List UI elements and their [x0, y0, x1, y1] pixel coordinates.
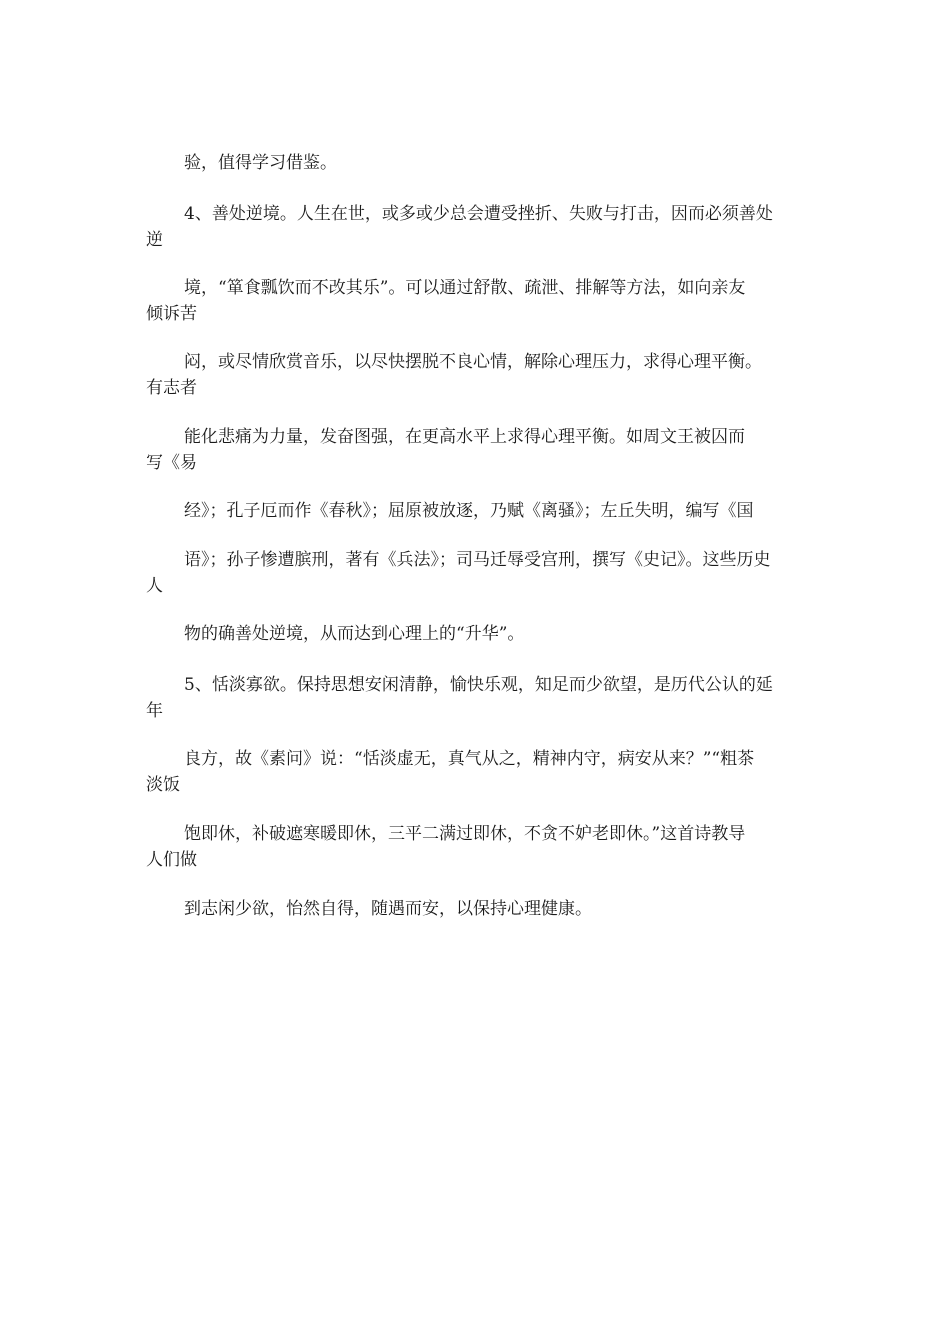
text-line-3 — [146, 275, 816, 327]
line-text: 验，值得学习借鉴。 — [184, 153, 337, 173]
line-wrap-text: 倾诉苦 — [146, 304, 197, 324]
line-wrap-text: 年 — [146, 701, 163, 721]
text-line-10 — [146, 746, 816, 798]
line-text: 物的确善处逆境，从而达到心理上的“升华”。 — [184, 624, 525, 644]
line-text: 境，“箪食瓢饮而不改其乐”。可以通过舒散、疏泄、排解等方法，如向亲友 — [184, 278, 746, 298]
text-line-8 — [146, 621, 816, 647]
line-text: 到志闲少欲，怡然自得，随遇而安，以保持心理健康。 — [184, 899, 592, 919]
line-text: 良方，故《素问》说：“恬淡虚无，真气从之，精神内守，病安从来？”“粗茶 — [184, 749, 755, 769]
text-line-4 — [146, 349, 816, 401]
line-wrap-text: 人 — [146, 576, 163, 596]
text-line-2 — [146, 201, 816, 253]
text-line-9 — [146, 672, 816, 724]
text-line-7 — [146, 547, 816, 599]
text-line-11 — [146, 821, 816, 873]
line-wrap-text: 淡饭 — [146, 775, 180, 795]
line-text: 闷，或尽情欣赏音乐，以尽快摆脱不良心情，解除心理压力，求得心理平衡。 — [184, 352, 762, 372]
text-line-5 — [146, 424, 816, 476]
line-text: 饱即休，补破遮寒暖即休，三平二满过即休，不贪不妒老即休。”这首诗教导 — [184, 824, 746, 844]
line-text: 能化悲痛为力量，发奋图强，在更高水平上求得心理平衡。如周文王被囚而 — [184, 427, 745, 447]
line-wrap-text: 人们做 — [146, 850, 197, 870]
text-line-6 — [146, 498, 816, 524]
line-text: 5、恬淡寡欲。保持思想安闲清静，愉快乐观，知足而少欲望，是历代公认的延 — [184, 675, 773, 695]
line-text: 4、善处逆境。人生在世，或多或少总会遭受挫折、失败与打击，因而必须善处 — [184, 204, 773, 224]
text-line-12 — [146, 896, 816, 922]
line-wrap-text: 有志者 — [146, 378, 197, 398]
text-line-1 — [146, 150, 816, 176]
line-text: 语》；孙子惨遭膑刑，著有《兵法》；司马迁辱受宫刑，撰写《史记》。这些历史 — [184, 550, 771, 570]
line-wrap-text: 逆 — [146, 230, 163, 250]
line-wrap-text: 写《易 — [146, 453, 197, 473]
line-text: 经》；孔子厄而作《春秋》；屈原被放逐，乃赋《离骚》；左丘失明，编写《国 — [184, 501, 754, 521]
